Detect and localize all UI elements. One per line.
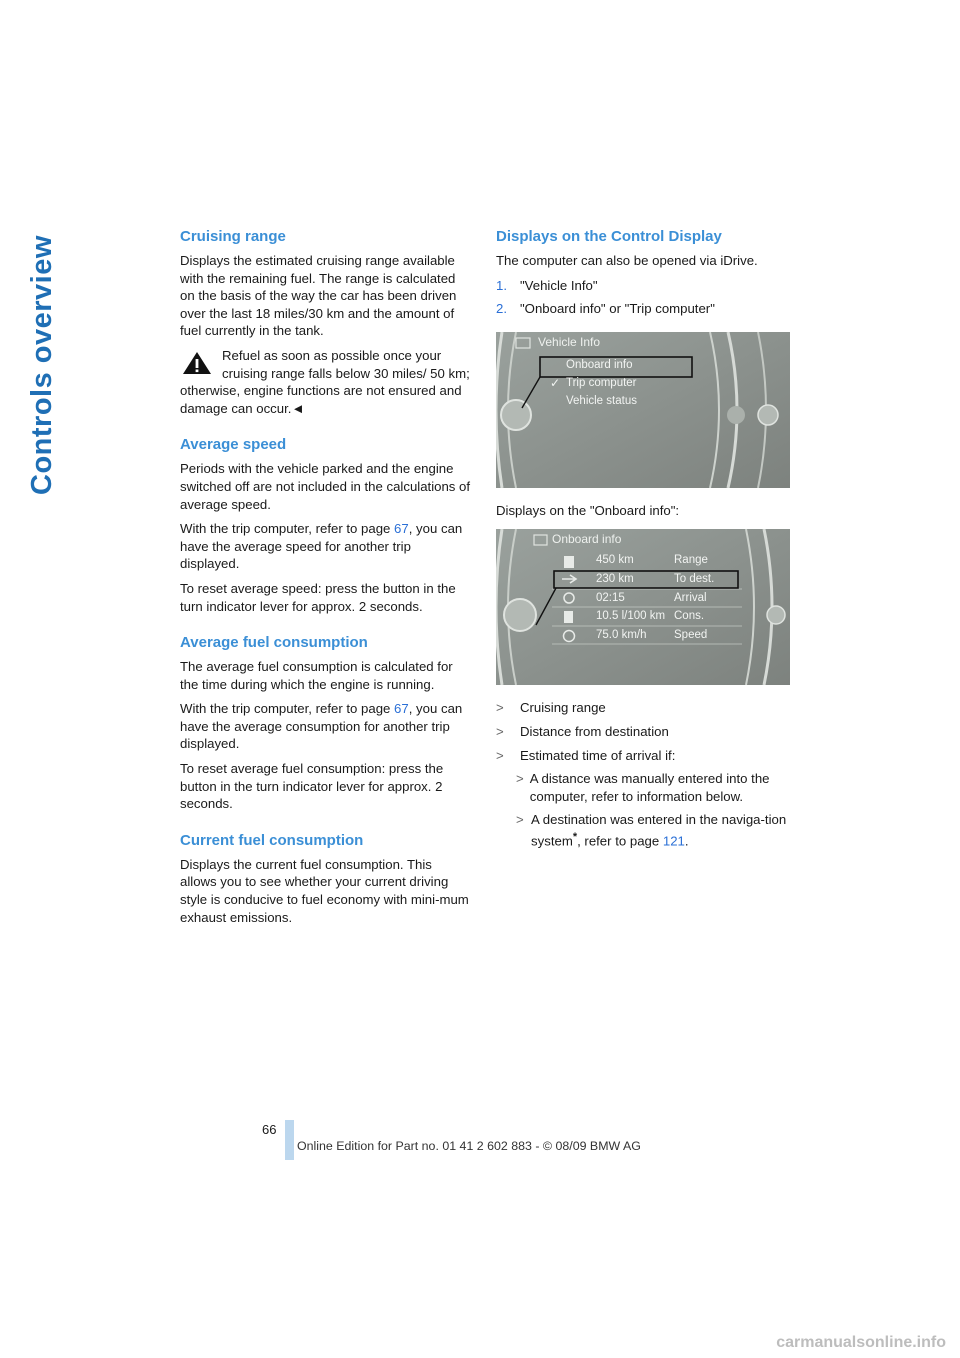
footer-accent-bar <box>285 1120 294 1160</box>
range-label: Range <box>674 554 708 567</box>
control-display-heading: Displays on the Control Display <box>496 228 722 245</box>
average-speed-heading: Average speed <box>180 436 287 454</box>
step-text: "Vehicle Info" <box>520 277 598 293</box>
average-fuel-heading: Average fuel consumption <box>180 634 368 652</box>
speed-value: 75.0 km/h <box>596 629 647 642</box>
step-text: "Onboard info" or "Trip computer" <box>520 301 715 317</box>
watermark: carmanualsonline.info <box>776 1334 946 1351</box>
page-link-121[interactable]: 121 <box>662 833 685 849</box>
current-fuel-section <box>180 832 472 926</box>
distance-label: To dest. <box>674 573 715 586</box>
arrival-label: Arrival <box>674 592 707 605</box>
average-speed-text-1: Periods with the vehicle parked and the engine switched off are not included in the calculations of average speed. <box>180 461 471 512</box>
cruising-range-section <box>180 228 472 417</box>
vehicle-info-screenshot <box>496 332 790 488</box>
warning-icon <box>182 351 212 375</box>
section-side-tab <box>22 225 62 495</box>
consumption-value: 10.5 l/100 km <box>596 610 666 623</box>
step-number: 2. <box>496 301 507 317</box>
average-fuel-text-2: With the trip computer, refer to page 67, you can have the average consumption for another trip displayed. <box>180 701 463 752</box>
speed-label: Speed <box>674 629 708 642</box>
bullet-mark: > <box>516 771 524 787</box>
warning-text: Refuel as soon as possible once your cruising range falls below 30 miles/ 50 km; otherwise, engine functions are not ensured and damage can occur. <box>180 347 470 416</box>
average-speed-text-2: With the trip computer, refer to page 67, you can have the average speed for another trip displayed. <box>180 521 463 572</box>
screen-title: Vehicle Info <box>538 334 601 349</box>
page-link-67[interactable]: 67 <box>394 701 409 717</box>
menu-item-onboard-info: Onboard info <box>566 358 633 371</box>
menu-item-trip-computer: Trip computer <box>566 376 637 389</box>
cruising-range-heading: Cruising range <box>180 228 286 245</box>
sub-bullet-manual-distance: > A distance was manually entered into the computer, refer to information below. <box>516 771 770 804</box>
menu-item-vehicle-status: Vehicle status <box>566 394 637 407</box>
cruising-range-text: Displays the estimated cruising range available with the remaining fuel. The range is calculated on the basis of the way the car has been driven over the last 18 miles/30 km and the amount of fuel currently in the tank. <box>180 253 457 339</box>
page-link-67[interactable]: 67 <box>394 521 409 537</box>
check-icon: ✓ <box>550 375 561 390</box>
end-mark: ◄ <box>291 400 305 416</box>
bullet-distance: > Distance from destination <box>496 723 669 739</box>
step-number: 1. <box>496 277 507 293</box>
average-fuel-text-1: The average fuel consumption is calculated for the time during which the engine is running. <box>180 659 453 692</box>
onboard-info-caption: Displays on the "Onboard info": <box>496 502 680 518</box>
average-speed-section <box>180 436 472 615</box>
current-fuel-text: Displays the current fuel consumption. This allows you to see whether your current driving style is conducive to fuel economy with mini-mum exhaust emissions. <box>180 856 469 925</box>
step-1 <box>496 277 792 295</box>
arrival-value: 02:15 <box>596 592 625 605</box>
bullet-arrival: > Estimated time of arrival if: <box>496 747 676 763</box>
bullet-mark: > <box>496 700 504 716</box>
consumption-label: Cons. <box>674 610 705 623</box>
sub-bullet-navigation: > A destination was entered in the naviga-tion system*, refer to page 121. <box>516 812 787 849</box>
page-number: 66 <box>262 1122 277 1137</box>
distance-value: 230 km <box>596 573 634 586</box>
average-fuel-text-3: To reset average fuel consumption: press the button in the turn indicator lever for approx. 2 seconds. <box>180 761 444 812</box>
bullet-mark: > <box>496 747 504 763</box>
step-2 <box>496 300 792 318</box>
left-column <box>180 228 472 945</box>
average-fuel-section <box>180 634 472 813</box>
current-fuel-heading: Current fuel consumption <box>180 831 364 849</box>
onboard-info-screenshot <box>496 529 790 685</box>
range-value: 450 km <box>596 554 634 567</box>
average-speed-text-3: To reset average speed: press the button in the turn indicator lever for approx. 2 seconds. <box>180 580 456 614</box>
footer-edition-text: Online Edition for Part no. 01 41 2 602 883 - © 08/09 BMW AG <box>297 1139 641 1153</box>
option-star: * <box>572 830 578 843</box>
right-column <box>496 228 792 856</box>
screen-title: Onboard info <box>552 532 622 547</box>
control-display-intro: The computer can also be opened via iDrive. <box>496 253 758 268</box>
bullet-mark: > <box>516 812 524 828</box>
section-title: Controls overview <box>26 235 58 495</box>
bullet-mark: > <box>496 723 504 739</box>
warning-note <box>180 347 472 417</box>
bullet-cruising-range: > Cruising range <box>496 700 606 716</box>
